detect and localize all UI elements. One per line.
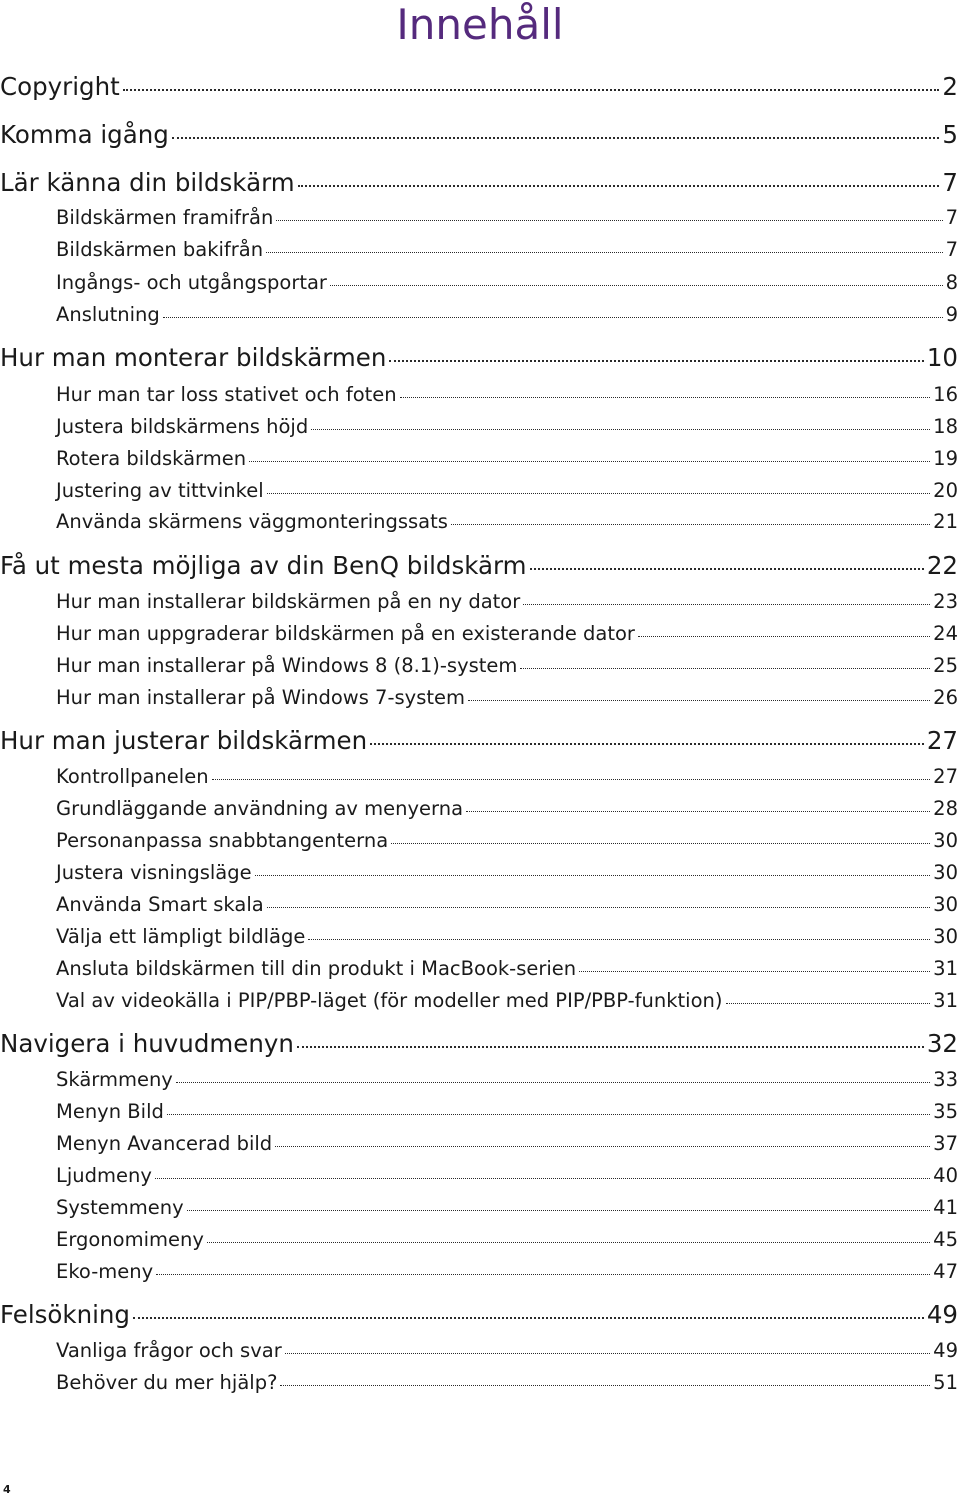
toc-entry-page: 28 <box>933 797 958 820</box>
toc-section-entry[interactable] <box>56 621 958 647</box>
toc-dot-leader <box>451 524 930 525</box>
toc-entry-page: 5 <box>942 120 958 149</box>
toc-chapter-entry[interactable] <box>0 168 958 198</box>
toc-dot-leader <box>579 971 930 972</box>
toc-section-entry[interactable] <box>56 764 958 790</box>
toc-entry-page: 37 <box>933 1132 958 1155</box>
toc-section-entry[interactable] <box>56 860 958 886</box>
toc-section-entry[interactable] <box>56 988 958 1014</box>
toc-chapter-entry[interactable] <box>0 343 958 373</box>
toc-entry-title: Hur man installerar på Windows 8 (8.1)-system <box>56 654 518 677</box>
toc-entry-title: Copyright <box>0 72 120 101</box>
toc-dot-leader <box>167 1114 930 1115</box>
toc-entry-title: Hur man tar loss stativet och foten <box>56 383 397 406</box>
toc-entry-title: Felsökning <box>0 1300 130 1329</box>
toc-entry-title: Kontrollpanelen <box>56 765 209 788</box>
toc-entry-page: 9 <box>945 303 958 326</box>
toc-entry-title: Justera bildskärmens höjd <box>56 415 309 438</box>
toc-entry-title: Personanpassa snabbtangenterna <box>56 829 389 852</box>
toc-entry-title: Komma igång <box>0 120 169 149</box>
toc-dot-leader <box>400 397 931 398</box>
toc-entry-page: 7 <box>945 206 958 229</box>
toc-dot-leader <box>285 1353 930 1354</box>
toc-chapter-entry[interactable] <box>0 72 958 102</box>
toc-dot-leader <box>187 1210 931 1211</box>
toc-entry-title: Hur man installerar bildskärmen på en ny dator <box>56 590 521 613</box>
toc-entry-page: 21 <box>933 510 958 533</box>
toc-entry-title: Få ut mesta möjliga av din BenQ bildskärm <box>0 551 527 580</box>
toc-section-entry[interactable] <box>56 924 958 950</box>
toc-section-entry[interactable] <box>56 1099 958 1125</box>
toc-section-entry[interactable] <box>56 685 958 711</box>
toc-entry-page: 16 <box>933 383 958 406</box>
toc-dot-leader <box>133 1317 924 1319</box>
toc-entry-title: Använda Smart skala <box>56 893 264 916</box>
toc-section-entry[interactable] <box>56 1259 958 1285</box>
toc-entry-page: 30 <box>933 829 958 852</box>
toc-entry-title: Rotera bildskärmen <box>56 447 247 470</box>
toc-entry-page: 10 <box>926 343 958 372</box>
toc-entry-page: 35 <box>933 1100 958 1123</box>
page-title: Innehåll <box>396 0 564 49</box>
toc-entry-page: 23 <box>933 590 958 613</box>
toc-entry-title: Menyn Avancerad bild <box>56 1132 273 1155</box>
toc-dot-leader <box>523 604 930 605</box>
toc-entry-page: 32 <box>926 1029 958 1058</box>
toc-dot-leader <box>308 939 930 940</box>
toc-chapter-entry[interactable] <box>0 726 958 756</box>
toc-dot-leader <box>638 636 930 637</box>
toc-chapter-entry[interactable] <box>0 1300 958 1330</box>
toc-dot-leader <box>391 843 930 844</box>
toc-dot-leader <box>212 779 931 780</box>
toc-chapter-entry[interactable] <box>0 120 958 150</box>
toc-section-entry[interactable] <box>56 414 958 440</box>
toc-entry-page: 20 <box>933 479 958 502</box>
toc-entry-page: 45 <box>933 1228 958 1251</box>
toc-entry-page: 27 <box>933 765 958 788</box>
toc-dot-leader <box>298 185 940 187</box>
toc-section-entry[interactable] <box>56 1067 958 1093</box>
toc-section-entry[interactable] <box>56 1131 958 1157</box>
toc-dot-leader <box>276 220 942 221</box>
toc-dot-leader <box>155 1178 930 1179</box>
toc-entry-page: 31 <box>933 989 958 1012</box>
toc-chapter-entry[interactable] <box>0 551 958 581</box>
toc-section-entry[interactable] <box>56 1195 958 1221</box>
toc-section-entry[interactable] <box>56 892 958 918</box>
toc-dot-leader <box>207 1242 930 1243</box>
page-number: 4 <box>3 1483 11 1496</box>
toc-entry-title: Menyn Bild <box>56 1100 164 1123</box>
toc-dot-leader <box>267 493 931 494</box>
toc-dot-leader <box>163 317 943 318</box>
toc-entry-title: Lär känna din bildskärm <box>0 168 295 197</box>
toc-entry-page: 24 <box>933 622 958 645</box>
toc-dot-leader <box>123 89 940 91</box>
toc-entry-title: Ergonomimeny <box>56 1228 204 1251</box>
toc-entry-title: Justera visningsläge <box>56 861 252 884</box>
toc-dot-leader <box>468 700 930 701</box>
toc-entry-title: Bildskärmen framifrån <box>56 206 274 229</box>
toc-entry-page: 18 <box>933 415 958 438</box>
toc-section-entry[interactable] <box>56 589 958 615</box>
toc-section-entry[interactable] <box>56 509 958 535</box>
toc-entry-title: Ansluta bildskärmen till din produkt i MacBook-serien <box>56 957 577 980</box>
toc-section-entry[interactable] <box>56 237 958 263</box>
toc-dot-leader <box>267 907 930 908</box>
toc-entry-title: Anslutning <box>56 303 160 326</box>
toc-dot-leader <box>255 875 931 876</box>
toc-section-entry[interactable] <box>56 1338 958 1364</box>
toc-entry-page: 30 <box>933 925 958 948</box>
toc-entry-title: Ljudmeny <box>56 1164 152 1187</box>
toc-entry-page: 49 <box>933 1339 958 1362</box>
toc-entry-title: Navigera i huvudmenyn <box>0 1029 294 1058</box>
toc-dot-leader <box>280 1385 930 1386</box>
toc-dot-leader <box>726 1003 931 1004</box>
toc-section-entry[interactable] <box>56 1163 958 1189</box>
toc-entry-title: Skärmmeny <box>56 1068 173 1091</box>
toc-entry-title: Ingångs- och utgångsportar <box>56 271 327 294</box>
toc-entry-title: Justering av tittvinkel <box>56 479 264 502</box>
toc-entry-page: 47 <box>933 1260 958 1283</box>
toc-dot-leader <box>297 1046 924 1048</box>
toc-section-entry[interactable] <box>56 653 958 679</box>
toc-entry-page: 40 <box>933 1164 958 1187</box>
toc-chapter-entry[interactable] <box>0 1029 958 1059</box>
toc-dot-leader <box>466 811 930 812</box>
toc-section-entry[interactable] <box>56 205 958 231</box>
toc-entry-title: Grundläggande användning av menyerna <box>56 797 464 820</box>
toc-entry-page: 7 <box>942 168 958 197</box>
toc-dot-leader <box>176 1082 930 1083</box>
toc-dot-leader <box>275 1146 930 1147</box>
toc-entry-page: 51 <box>933 1371 958 1394</box>
toc-dot-leader <box>520 668 930 669</box>
toc-entry-title: Systemmeny <box>56 1196 184 1219</box>
toc-section-entry[interactable] <box>56 270 958 296</box>
toc-entry-title: Välja ett lämpligt bildläge <box>56 925 306 948</box>
toc-entry-title: Vanliga frågor och svar <box>56 1339 282 1362</box>
toc-section-entry[interactable] <box>56 382 958 408</box>
toc-dot-leader <box>530 568 924 570</box>
toc-dot-leader <box>330 285 943 286</box>
toc-entry-title: Bildskärmen bakifrån <box>56 238 264 261</box>
toc-section-entry[interactable] <box>56 796 958 822</box>
toc-dot-leader <box>172 137 940 139</box>
toc-entry-title: Använda skärmens väggmonteringssats <box>56 510 448 533</box>
toc-entry-page: 2 <box>942 72 958 101</box>
toc-entry-title: Hur man uppgraderar bildskärmen på en existerande dator <box>56 622 635 645</box>
toc-section-entry[interactable] <box>56 446 958 472</box>
toc-dot-leader <box>266 252 942 253</box>
toc-entry-page: 27 <box>926 726 958 755</box>
toc-entry-title: Hur man monterar bildskärmen <box>0 343 387 372</box>
toc-entry-page: 7 <box>945 238 958 261</box>
toc-entry-title: Hur man justerar bildskärmen <box>0 726 368 755</box>
toc-section-entry[interactable] <box>56 302 958 328</box>
toc-entry-page: 22 <box>926 551 958 580</box>
toc-entry-page: 26 <box>933 686 958 709</box>
toc-entry-page: 25 <box>933 654 958 677</box>
toc-entry-title: Hur man installerar på Windows 7-system <box>56 686 465 709</box>
toc-entry-page: 30 <box>933 861 958 884</box>
toc-entry-title: Eko-meny <box>56 1260 154 1283</box>
toc-dot-leader <box>156 1274 930 1275</box>
toc-entry-page: 41 <box>933 1196 958 1219</box>
toc-section-entry[interactable] <box>56 956 958 982</box>
toc-entry-page: 33 <box>933 1068 958 1091</box>
toc-section-entry[interactable] <box>56 1227 958 1253</box>
toc-dot-leader <box>389 360 923 362</box>
toc-entry-title: Behöver du mer hjälp? <box>56 1371 278 1394</box>
toc-dot-leader <box>249 461 930 462</box>
toc-entry-page: 19 <box>933 447 958 470</box>
toc-dot-leader <box>311 429 930 430</box>
toc-entry-page: 31 <box>933 957 958 980</box>
toc-entry-title: Val av videokälla i PIP/PBP-läget (för modeller med PIP/PBP-funktion) <box>56 989 723 1012</box>
toc-section-entry[interactable] <box>56 828 958 854</box>
toc-entry-page: 8 <box>945 271 958 294</box>
toc-section-entry[interactable] <box>56 478 958 504</box>
toc-dot-leader <box>370 743 924 745</box>
toc-entry-page: 30 <box>933 893 958 916</box>
toc-entry-page: 49 <box>926 1300 958 1329</box>
toc-section-entry[interactable] <box>56 1370 958 1396</box>
